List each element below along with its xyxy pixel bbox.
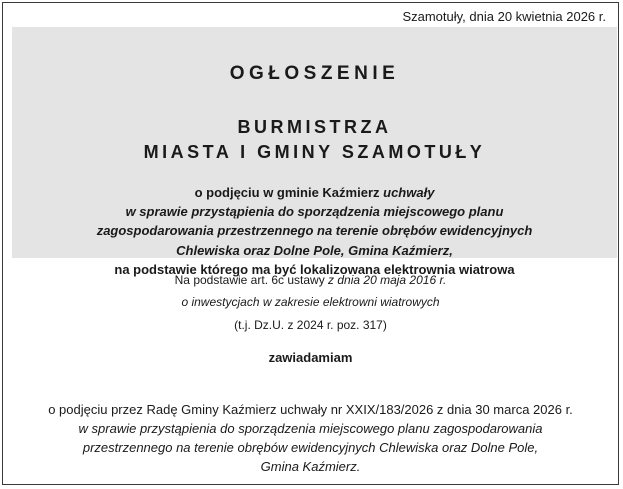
subject-line-4: Chlewiska oraz Dolne Pole, Gmina Kaźmierz, (176, 242, 453, 258)
legal-basis-line-2: o inwestycjach w zakresie elektrowni wiatrowych (181, 295, 440, 309)
legal-reference: (t.j. Dz.U. z 2024 r. poz. 317) (234, 318, 387, 332)
notice-title: OGŁOSZENIE (229, 63, 400, 84)
body-line-4: Gmina Kaźmierz. (260, 459, 361, 474)
header-band (12, 27, 617, 277)
notice-subject (12, 183, 617, 279)
body-line-2: w sprawie przystąpienia do sporządzenia miejscowego planu zagospodarowania (78, 421, 543, 436)
body-line-3: przestrzennego na terenie obrębów ewidencyjnych Chlewiska oraz Dolne Pole, (82, 440, 539, 455)
legal-basis (3, 269, 618, 313)
body-line-1: o podjęciu przez Radę Gminy Kaźmierz uchwały nr XXIX/183/2026 z dnia 30 marca 2026 r. (48, 402, 573, 417)
date-line: Szamotuły, dnia 20 kwietnia 2026 r. (402, 9, 606, 24)
subject-line-2: w sprawie przystąpienia do sporządzenia miejscowego planu (125, 204, 504, 220)
legal-basis-line-1 (3, 269, 618, 291)
legal-basis-text: Na podstawie art. 6c ustawy (174, 273, 329, 287)
issuer-line-1: BURMISTRZA (237, 117, 392, 137)
announce-word: zawiadamiam (268, 350, 353, 365)
issuer-line-2: MIASTA I GMINY SZAMOTUŁY (143, 142, 486, 162)
subject-line-1 (12, 183, 617, 202)
subject-line-3: zagospodarowania przestrzennego na terenie obrębów ewidencyjnych (96, 223, 533, 239)
subject-line-5: na podstawie którego ma być lokalizowana elektrownia wiatrowa (114, 261, 515, 277)
legal-basis-date: z dnia 20 maja 2016 r. (328, 273, 447, 287)
notice-frame (2, 2, 619, 485)
subject-line-1-italic: uchwały (383, 185, 435, 200)
notice-body (3, 400, 618, 476)
subject-line-1-text: o podjęciu w gminie Kaźmierz (194, 185, 384, 200)
